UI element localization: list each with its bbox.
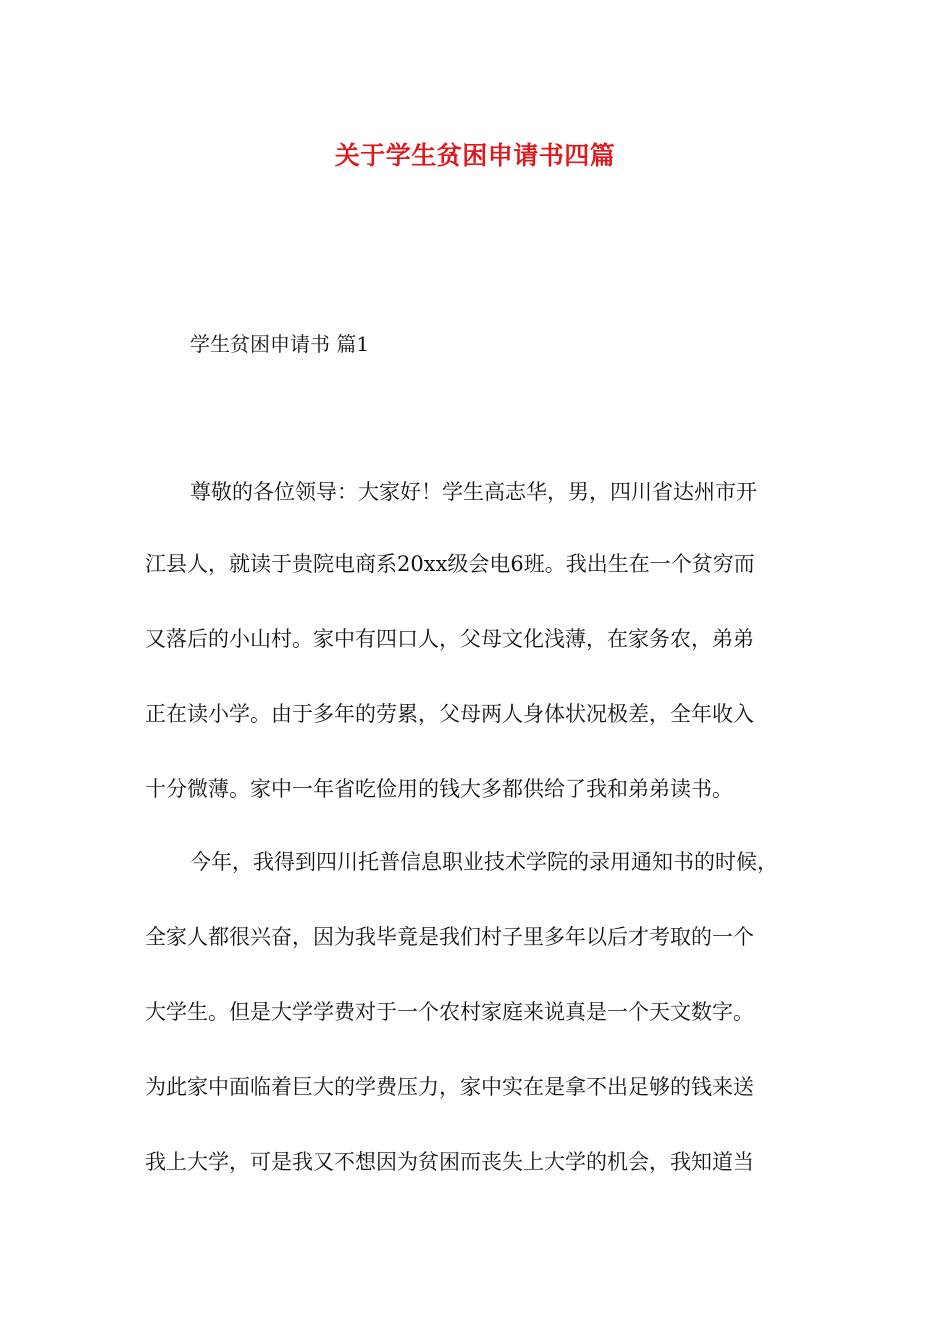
paragraph-line: 尊敬的各位领导：大家好！学生高志华，男，四川省达州市开: [190, 480, 757, 504]
paragraph-line: 全家人都很兴奋，因为我毕竟是我们村子里多年以后才考取的一个: [145, 925, 754, 949]
paragraph-line: 为此家中面临着巨大的学费压力，家中实在是拿不出足够的钱来送: [145, 1075, 754, 1099]
paragraph-line: 正在读小学。由于多年的劳累，父母两人身体状况极差，全年收入: [145, 702, 754, 726]
paragraph-line: 十分微薄。家中一年省吃俭用的钱大多都供给了我和弟弟读书。: [145, 777, 733, 801]
paragraph-line: 江县人，就读于贵院电商系20xx级会电6班。我出生在一个贫穷而: [145, 552, 755, 576]
document-title: 关于学生贫困申请书四篇: [334, 141, 616, 170]
paragraph-line: 今年，我得到四川托普信息职业技术学院的录用通知书的时候，: [190, 850, 778, 874]
section-heading: 学生贫困申请书 篇1: [190, 332, 370, 356]
paragraph-line: 我上大学，可是我又不想因为贫困而丧失上大学的机会，我知道当: [145, 1150, 754, 1174]
paragraph-line: 大学生。但是大学学费对于一个农村家庭来说真是一个天文数字。: [145, 1000, 754, 1024]
paragraph-line: 又落后的小山村。家中有四口人，父母文化浅薄，在家务农，弟弟: [145, 627, 754, 651]
